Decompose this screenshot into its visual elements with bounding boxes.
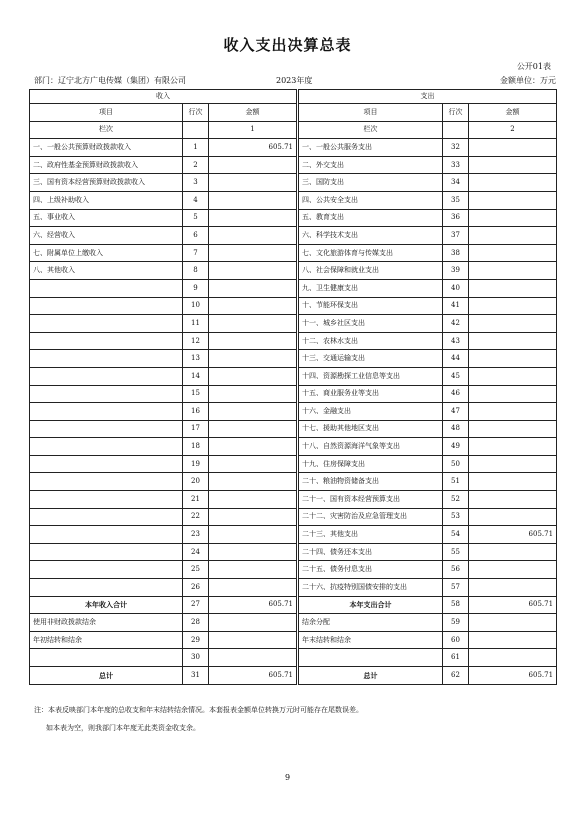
expense-item-cell: 四、公共安全支出 [298,191,443,209]
table-row [30,367,557,385]
income-item-cell: 三、国有资本经营预算财政拨款收入 [30,174,183,192]
expense-item-cell: 九、卫生健康支出 [298,279,443,297]
page-number: 9 [284,773,291,782]
income-item-cell [30,508,183,526]
expense-amount-cell [469,297,557,315]
expense-section-header: 支出 [298,90,557,104]
expense-amount-header: 金额 [469,104,557,122]
expense-item-cell: 七、文化旅游体育与传媒支出 [298,244,443,262]
income-line-cell: 24 [183,543,209,561]
table-row [30,174,557,192]
table-row [30,209,557,227]
expense-amount-cell [469,139,557,157]
table-row [30,350,557,368]
section-header-row [30,90,557,104]
income-item-cell: 七、附属单位上缴收入 [30,244,183,262]
income-amount-cell [209,491,298,509]
income-item-cell [30,350,183,368]
income-line-header: 行次 [183,104,209,122]
income-line-cell: 12 [183,332,209,350]
income-lanci-line [183,121,209,139]
income-amount-cell [209,262,298,280]
income-item-cell [30,561,183,579]
table-row [30,667,557,685]
expense-item-cell: 二十、粮油物资储备支出 [298,473,443,491]
expense-line-cell: 55 [443,543,469,561]
income-amount-cell [209,367,298,385]
income-line-cell: 15 [183,385,209,403]
income-item-cell [30,649,183,667]
expense-item-cell: 二、外交支出 [298,156,443,174]
expense-amount-cell [469,491,557,509]
table-row [30,279,557,297]
expense-amount-cell [469,244,557,262]
income-lanci-label: 栏次 [30,121,183,139]
income-amount-cell [209,297,298,315]
table-row [30,491,557,509]
income-amount-cell [209,508,298,526]
expense-item-cell: 十九、住房保障支出 [298,455,443,473]
income-item-cell: 一、一般公共预算财政拨款收入 [30,139,183,157]
income-item-cell [30,455,183,473]
expense-item-cell: 结余分配 [298,614,443,632]
income-line-cell: 6 [183,227,209,245]
expense-line-cell: 39 [443,262,469,280]
expense-item-cell: 十三、交通运输支出 [298,350,443,368]
income-amount-cell [209,438,298,456]
expense-lanci-label: 栏次 [298,121,443,139]
table-row [30,561,557,579]
expense-amount-cell: 605.71 [469,667,557,685]
expense-line-cell: 32 [443,139,469,157]
table-row [30,649,557,667]
table-row [30,385,557,403]
income-item-cell [30,526,183,544]
income-amount-cell [209,420,298,438]
income-line-cell: 11 [183,315,209,333]
table-row [30,403,557,421]
amount-unit: 金额单位：万元 [500,76,556,85]
expense-item-cell: 十五、商业服务业等支出 [298,385,443,403]
expense-item-cell: 二十六、抗疫特别国债安排的支出 [298,579,443,597]
expense-line-cell: 38 [443,244,469,262]
expense-item-cell: 一、一般公共服务支出 [298,139,443,157]
expense-line-cell: 52 [443,491,469,509]
expense-item-cell: 十二、农林水支出 [298,332,443,350]
table-row [30,526,557,544]
expense-line-cell: 54 [443,526,469,544]
expense-line-cell: 62 [443,667,469,685]
income-line-cell: 18 [183,438,209,456]
table-row [30,631,557,649]
table-row [30,508,557,526]
income-line-cell: 13 [183,350,209,368]
fiscal-year: 2023年度 [276,76,313,85]
expense-amount-cell [469,262,557,280]
table-row [30,473,557,491]
note-line-1: 注：本表反映部门本年度的总收支和年末结转结余情况。本套报表金额单位转换万元时可能存在尾数误差。 [34,706,363,714]
income-amount-cell [209,385,298,403]
income-line-cell: 23 [183,526,209,544]
expense-amount-cell [469,385,557,403]
table-row [30,156,557,174]
table-row [30,455,557,473]
expense-amount-cell [469,455,557,473]
income-line-cell: 14 [183,367,209,385]
income-amount-cell: 605.71 [209,596,298,614]
expense-item-cell: 六、科学技术支出 [298,227,443,245]
income-item-cell [30,491,183,509]
table-row [30,543,557,561]
expense-line-cell: 41 [443,297,469,315]
table-row [30,315,557,333]
expense-amount-cell [469,473,557,491]
income-amount-cell [209,614,298,632]
expense-item-cell: 十七、援助其他地区支出 [298,420,443,438]
expense-item-cell [298,649,443,667]
income-line-cell: 27 [183,596,209,614]
income-line-cell: 5 [183,209,209,227]
table-row [30,297,557,315]
income-line-cell: 30 [183,649,209,667]
income-item-cell [30,279,183,297]
expense-amount-cell [469,209,557,227]
table-row [30,244,557,262]
income-line-cell: 28 [183,614,209,632]
income-lanci-number: 1 [209,121,298,139]
income-amount-cell [209,561,298,579]
expense-line-cell: 40 [443,279,469,297]
income-line-cell: 21 [183,491,209,509]
expense-item-cell: 十一、城乡社区支出 [298,315,443,333]
table-row [30,579,557,597]
income-amount-cell [209,526,298,544]
income-line-cell: 7 [183,244,209,262]
income-line-cell: 25 [183,561,209,579]
expense-line-cell: 48 [443,420,469,438]
expense-item-cell: 五、教育支出 [298,209,443,227]
income-amount-cell [209,315,298,333]
table-row [30,614,557,632]
income-item-cell [30,297,183,315]
expense-item-cell: 八、社会保障和就业支出 [298,262,443,280]
income-item-cell [30,543,183,561]
table-row [30,438,557,456]
income-amount-cell [209,209,298,227]
expense-line-cell: 42 [443,315,469,333]
expense-line-cell: 51 [443,473,469,491]
expense-line-cell: 34 [443,174,469,192]
table-row [30,262,557,280]
income-line-cell: 17 [183,420,209,438]
income-line-cell: 8 [183,262,209,280]
income-amount-cell [209,543,298,561]
income-line-cell: 10 [183,297,209,315]
income-item-cell: 本年收入合计 [30,596,183,614]
income-item-header: 项目 [30,104,183,122]
expense-amount-cell [469,543,557,561]
expense-line-cell: 61 [443,649,469,667]
income-amount-cell [209,350,298,368]
expense-amount-cell [469,191,557,209]
income-amount-cell [209,649,298,667]
income-line-cell: 26 [183,579,209,597]
income-item-cell [30,315,183,333]
expense-line-cell: 33 [443,156,469,174]
expense-amount-cell [469,332,557,350]
expense-line-cell: 49 [443,438,469,456]
expense-amount-cell: 605.71 [469,596,557,614]
expense-amount-cell [469,279,557,297]
expense-item-cell: 总计 [298,667,443,685]
table-row [30,596,557,614]
table-row [30,332,557,350]
expense-item-cell: 十六、金融支出 [298,403,443,421]
expense-item-cell: 十八、自然资源海洋气象等支出 [298,438,443,456]
expense-item-cell: 二十一、国有资本经营预算支出 [298,491,443,509]
expense-lanci-number: 2 [469,121,557,139]
income-amount-cell [209,174,298,192]
expense-line-cell: 59 [443,614,469,632]
expense-amount-cell: 605.71 [469,526,557,544]
income-item-cell [30,420,183,438]
income-line-cell: 19 [183,455,209,473]
expense-item-header: 项目 [298,104,443,122]
income-amount-cell [209,473,298,491]
income-amount-cell [209,279,298,297]
expense-line-cell: 37 [443,227,469,245]
expense-amount-cell [469,403,557,421]
expense-amount-cell [469,367,557,385]
expense-line-cell: 46 [443,385,469,403]
expense-amount-cell [469,649,557,667]
expense-amount-cell [469,614,557,632]
department-name: 部门：辽宁北方广电传媒（集团）有限公司 [34,76,186,85]
expense-amount-cell [469,350,557,368]
income-amount-cell [209,579,298,597]
column-header-row [30,104,557,122]
income-line-cell: 16 [183,403,209,421]
expense-amount-cell [469,631,557,649]
expense-line-cell: 50 [443,455,469,473]
expense-amount-cell [469,420,557,438]
income-item-cell: 年初结转和结余 [30,631,183,649]
income-section-header: 收入 [30,90,298,104]
expense-line-cell: 60 [443,631,469,649]
income-expense-table [29,89,557,685]
income-line-cell: 22 [183,508,209,526]
income-line-cell: 3 [183,174,209,192]
income-item-cell: 总计 [30,667,183,685]
expense-line-cell: 45 [443,367,469,385]
expense-amount-cell [469,227,557,245]
expense-line-cell: 57 [443,579,469,597]
income-amount-cell [209,403,298,421]
expense-amount-cell [469,174,557,192]
income-amount-cell: 605.71 [209,667,298,685]
expense-lanci-line [443,121,469,139]
income-item-cell: 五、事业收入 [30,209,183,227]
income-item-cell: 二、政府性基金预算财政拨款收入 [30,156,183,174]
expense-item-cell: 本年支出合计 [298,596,443,614]
expense-item-cell: 十四、资源勘探工业信息等支出 [298,367,443,385]
income-item-cell [30,403,183,421]
income-line-cell: 31 [183,667,209,685]
income-item-cell [30,367,183,385]
table-row [30,191,557,209]
expense-amount-cell [469,156,557,174]
income-line-cell: 20 [183,473,209,491]
expense-line-cell: 44 [443,350,469,368]
income-line-cell: 29 [183,631,209,649]
income-item-cell: 使用非财政拨款结余 [30,614,183,632]
income-amount-cell [209,332,298,350]
expense-item-cell: 十、节能环保支出 [298,297,443,315]
income-item-cell [30,438,183,456]
income-line-cell: 1 [183,139,209,157]
table-row [30,420,557,438]
income-line-cell: 4 [183,191,209,209]
income-amount-header: 金额 [209,104,298,122]
lanci-row [30,121,557,139]
expense-line-cell: 56 [443,561,469,579]
expense-line-header: 行次 [443,104,469,122]
income-amount-cell [209,244,298,262]
expense-line-cell: 58 [443,596,469,614]
note-line-2: 如本表为空，则我部门本年度无此类资金收支余。 [46,724,200,732]
income-item-cell [30,473,183,491]
expense-item-cell: 二十三、其他支出 [298,526,443,544]
expense-item-cell: 二十二、灾害防治及应急管理支出 [298,508,443,526]
income-line-cell: 2 [183,156,209,174]
expense-amount-cell [469,438,557,456]
expense-amount-cell [469,561,557,579]
expense-amount-cell [469,579,557,597]
document-title: 收入支出决算总表 [223,36,352,54]
income-item-cell: 八、其他收入 [30,262,183,280]
income-amount-cell [209,227,298,245]
expense-amount-cell [469,315,557,333]
income-amount-cell: 605.71 [209,139,298,157]
income-item-cell [30,385,183,403]
income-amount-cell [209,455,298,473]
expense-line-cell: 53 [443,508,469,526]
table-row [30,139,557,157]
table-notes [34,701,363,737]
expense-item-cell: 三、国防支出 [298,174,443,192]
expense-item-cell: 二十四、债务还本支出 [298,543,443,561]
income-amount-cell [209,191,298,209]
income-amount-cell [209,156,298,174]
expense-line-cell: 35 [443,191,469,209]
expense-item-cell: 二十五、债务付息支出 [298,561,443,579]
expense-line-cell: 43 [443,332,469,350]
expense-line-cell: 36 [443,209,469,227]
expense-item-cell: 年末结转和结余 [298,631,443,649]
income-item-cell [30,332,183,350]
income-amount-cell [209,631,298,649]
income-line-cell: 9 [183,279,209,297]
income-item-cell [30,579,183,597]
header-meta [28,75,556,87]
expense-amount-cell [469,508,557,526]
form-number: 公开01表 [516,62,551,71]
income-item-cell: 六、经营收入 [30,227,183,245]
income-item-cell: 四、上级补助收入 [30,191,183,209]
expense-line-cell: 47 [443,403,469,421]
table-row [30,227,557,245]
